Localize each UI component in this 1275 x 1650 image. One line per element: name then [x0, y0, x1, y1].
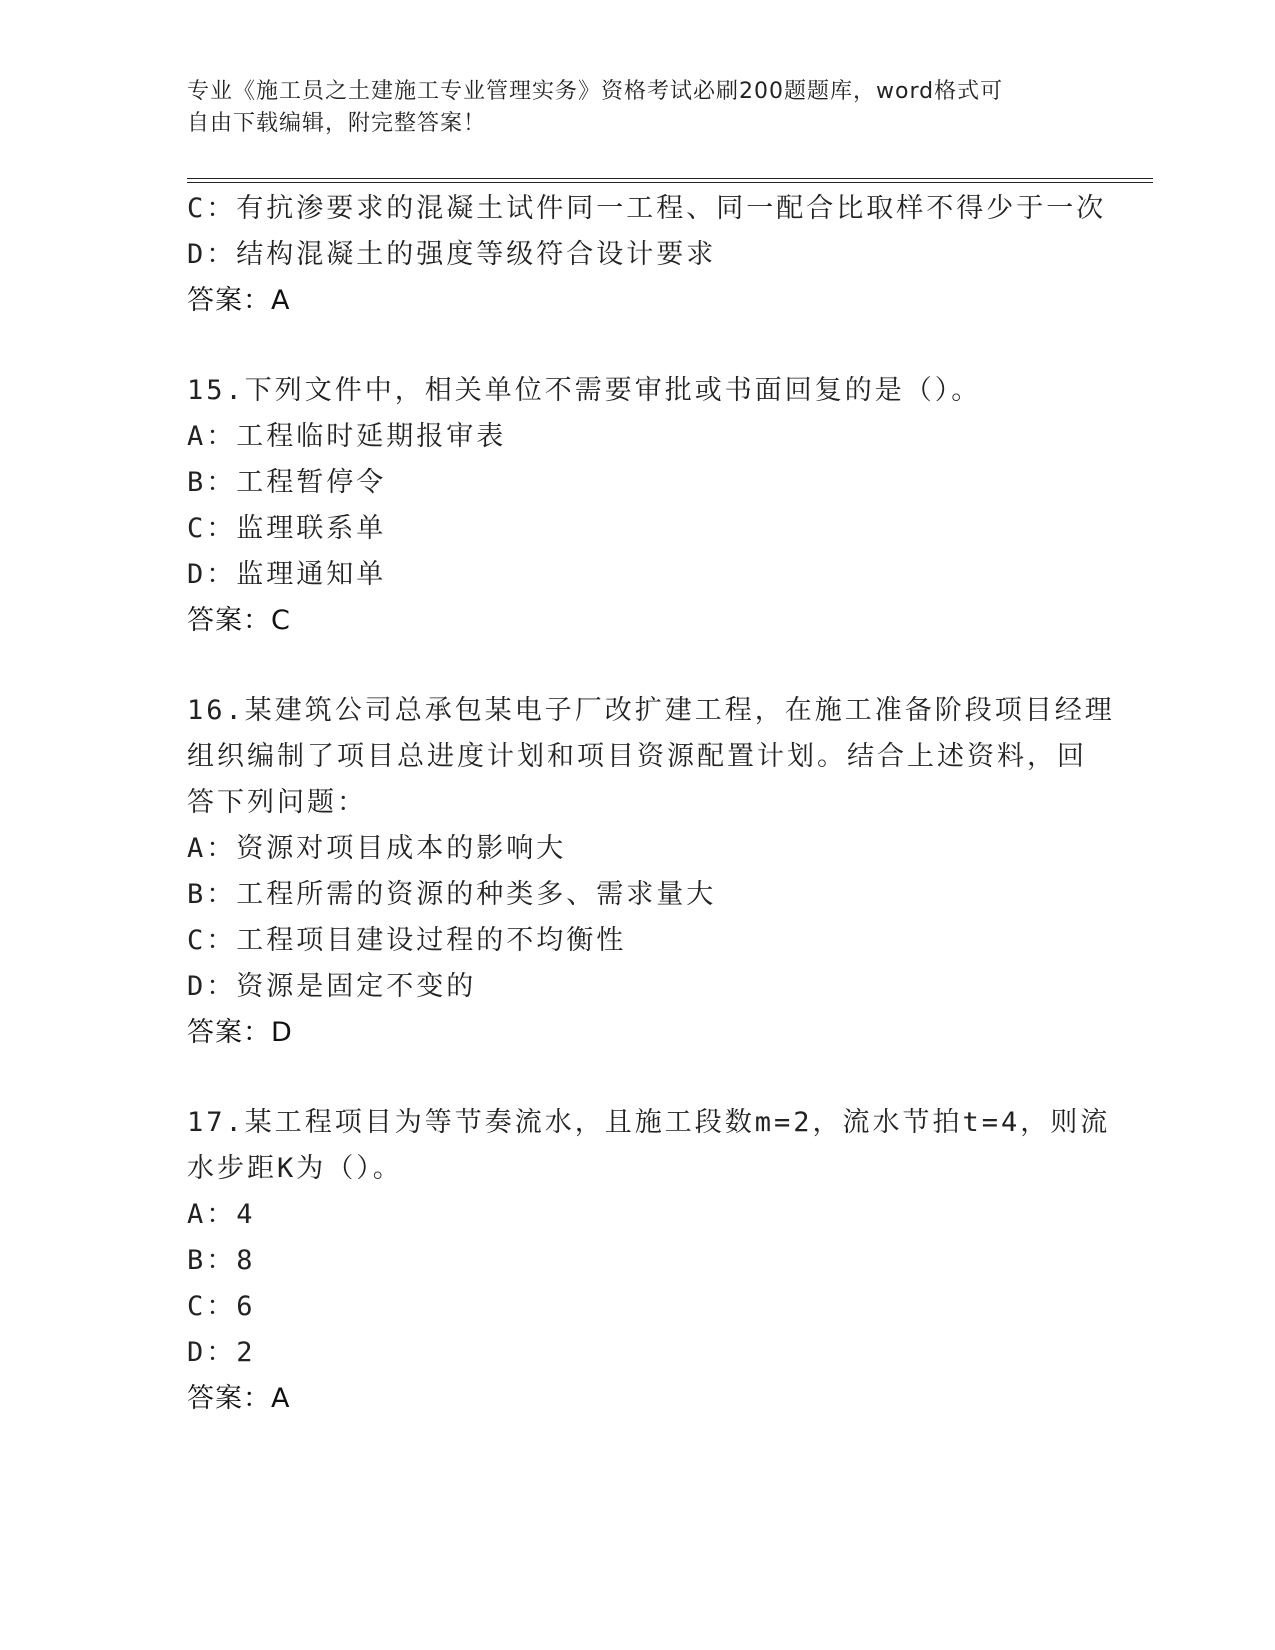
question-stem-line-2: 组织编制了项目总进度计划和项目资源配置计划。结合上述资料，回 [187, 741, 1087, 772]
answer-line: 答案：A [187, 285, 291, 316]
question-16 [187, 688, 1115, 1056]
option-a: A：4 [187, 1199, 256, 1230]
header-line-1: 专业《施工员之土建施工专业管理实务》资格考试必刷200题题库，word格式可 [187, 79, 1004, 104]
header-divider [187, 178, 1153, 183]
option-b: B：工程所需的资源的种类多、需求量大 [187, 879, 717, 910]
option-d: D：资源是固定不变的 [187, 971, 477, 1002]
option-a: A：资源对项目成本的影响大 [187, 833, 567, 864]
question-stem: 15.下列文件中，相关单位不需要审批或书面回复的是（）。 [187, 375, 982, 406]
option-a: A：工程临时延期报审表 [187, 421, 507, 452]
option-c: C：6 [187, 1291, 256, 1322]
answer-line: 答案：D [187, 1017, 293, 1048]
header-line-2: 自由下载编辑，附完整答案！ [187, 111, 487, 136]
question-stem-line-1: 17.某工程项目为等节奏流水，且施工段数m=2，流水节拍t=4，则流 [187, 1107, 1111, 1138]
answer-line: 答案：C [187, 605, 291, 636]
option-c: C：工程项目建设过程的不均衡性 [187, 925, 627, 956]
option-c: C：有抗渗要求的混凝土试件同一工程、同一配合比取样不得少于一次 [187, 193, 1107, 224]
option-d: D：2 [187, 1337, 256, 1368]
option-b: B：工程暂停令 [187, 467, 387, 498]
question-content [187, 186, 1115, 1422]
option-b: B：8 [187, 1245, 256, 1276]
option-c: C：监理联系单 [187, 513, 387, 544]
option-d: D：监理通知单 [187, 559, 387, 590]
question-15 [187, 368, 1087, 644]
page-header [187, 76, 1067, 140]
previous-question-tail [187, 186, 1107, 324]
question-stem-line-2: 水步距K为（）。 [187, 1153, 403, 1184]
question-stem-line-1: 16.某建筑公司总承包某电子厂改扩建工程，在施工准备阶段项目经理 [187, 695, 1115, 726]
question-17 [187, 1100, 1111, 1422]
option-d: D：结构混凝土的强度等级符合设计要求 [187, 239, 717, 270]
answer-line: 答案：A [187, 1383, 291, 1414]
question-stem-line-3: 答下列问题： [187, 787, 367, 818]
